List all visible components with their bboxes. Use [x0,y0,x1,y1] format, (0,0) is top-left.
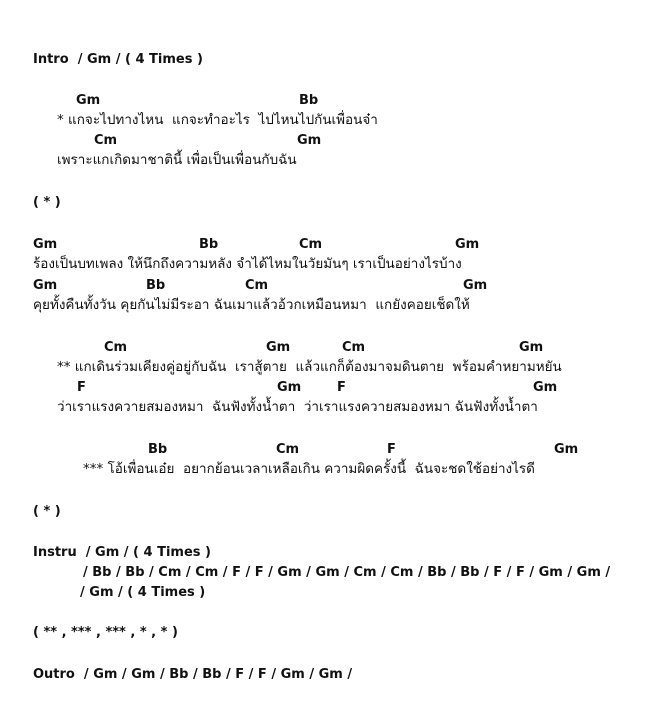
lyric-line: ** แกเดินร่วมเคียงคู่อยู่กับฉัน เราสู้ตาย แล้วแกก็ต้องมาจมดินตาย พร้อมคำหยามหยัน [57,359,562,375]
chord: Cm [94,133,118,148]
chord: Bb [299,93,319,108]
lyric-line: ร้องเป็นบทเพลง ให้นึกถึงความหลัง จำได้ไหมในวัยมันๆ เราเป็นอย่างไรบ้าง [33,256,462,272]
chord: F [387,442,396,457]
chord: Gm [297,133,322,148]
repeat-marker: ( * ) [33,504,61,519]
repeat-marker: ( * ) [33,195,61,210]
chord: Gm [266,340,291,355]
chord: Gm [455,237,480,252]
instru-line: / Gm / ( 4 Times ) [80,585,206,600]
chord: Gm [463,278,488,293]
chord: Bb [146,278,166,293]
chord: F [77,380,86,395]
instru-line: Instru / Gm / ( 4 Times ) [33,545,211,560]
lyric-line: ว่าเราแรงควายสมองหมา ฉันฟังทั้งน้ำตา ว่าเราแรงควายสมองหมา ฉันฟังทั้งน้ำตา [57,399,538,415]
repeat-sequence: ( ** , *** , *** , * , * ) [33,625,178,640]
outro-line: Outro / Gm / Gm / Bb / Bb / F / F / Gm / Gm / [33,667,353,682]
chord: Gm [519,340,544,355]
instru-line: / Bb / Bb / Cm / Cm / F / F / Gm / Gm / Cm / Cm / Bb / Bb / F / F / Gm / Gm / [83,565,611,580]
lyric-line: * แกจะไปทางไหน แกจะทำอะไร ไปไหนไปกันเพื่อนจ๋า [57,112,378,128]
chord: Gm [76,93,101,108]
lyric-line: เพราะแกเกิดมาชาตินี้ เพื่อเป็นเพื่อนกับฉัน [57,152,297,168]
chord: Bb [199,237,219,252]
lyric-line: คุยทั้งคืนทั้งวัน คุยกันไม่มีระอา ฉันเมาแล้วอ้วกเหมือนหมา แกยังคอยเช็ดให้ [33,297,470,313]
chord: F [337,380,346,395]
chord: Cm [276,442,300,457]
chord: Cm [245,278,269,293]
chord: Cm [299,237,323,252]
intro-line: Intro / Gm / ( 4 Times ) [33,52,203,67]
chord: Gm [33,278,58,293]
chord: Gm [533,380,558,395]
chord: Gm [554,442,579,457]
chord: Gm [33,237,58,252]
chord: Gm [277,380,302,395]
chord: Cm [104,340,128,355]
lyric-line: *** โอ้เพื่อนเอ๋ย อยากย้อนเวลาเหลือเกิน ความผิดครั้งนี้ ฉันจะชดใช้อย่างไรดี [83,461,535,477]
chord: Bb [148,442,168,457]
chord: Cm [342,340,366,355]
